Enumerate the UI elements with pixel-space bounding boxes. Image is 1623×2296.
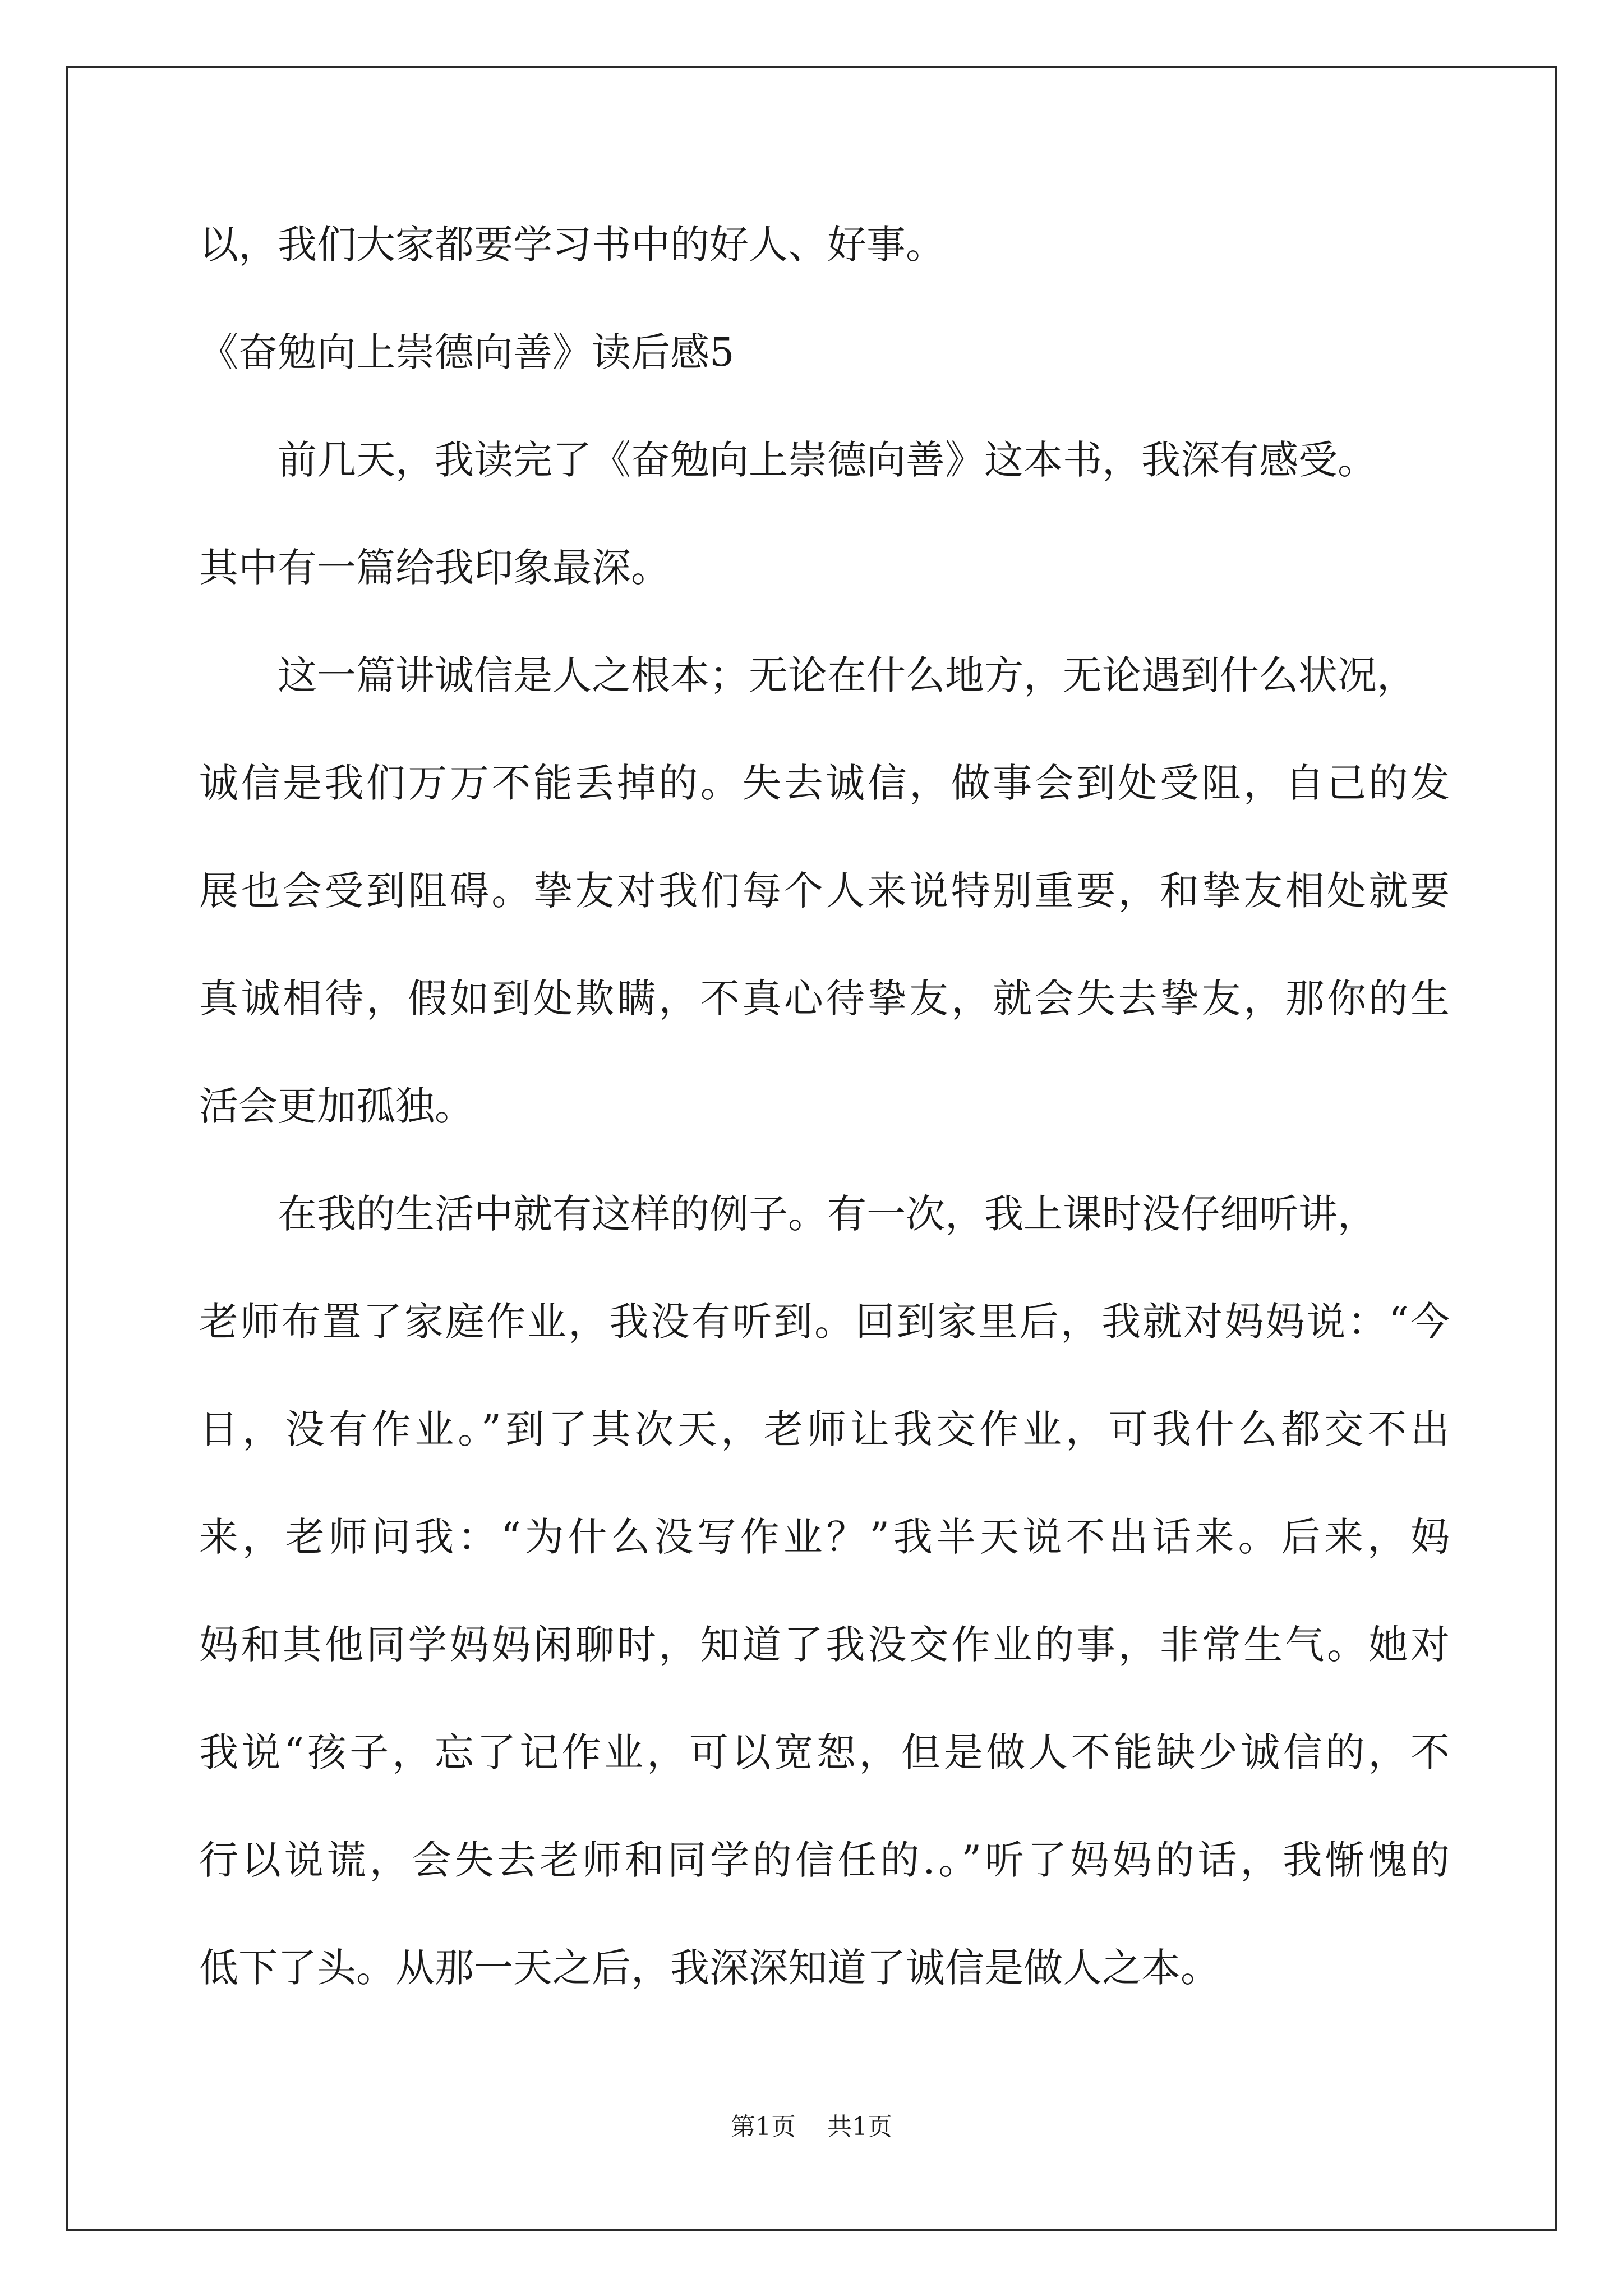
text-line: 其中有一篇给我印象最深。 — [199, 545, 670, 591]
essay-title: 《奋勉向上崇德向善》读后感5 — [199, 329, 735, 375]
text-line: 我说“孩子，忘了记作业，可以宽恕，但是做人不能缺少诚信的，不 — [199, 1729, 1450, 1775]
document-body — [199, 191, 1450, 2022]
text-line: 来，老师问我：“为什么没写作业？”我半天说不出话来。后来，妈 — [199, 1514, 1450, 1560]
text-line: 这一篇讲诚信是人之根本；无论在什么地方，无论遇到什么状况， — [278, 652, 1416, 698]
text-line: 行以说谎，会失去老师和同学的信任的.。”听了妈妈的话，我惭愧的 — [199, 1837, 1450, 1883]
text-line: 诚信是我们万万不能丢掉的。失去诚信，做事会到处受阻，自己的发 — [199, 760, 1450, 806]
page-total: 共1页 — [827, 2113, 892, 2141]
text-line: 低下了头。从那一天之后，我深深知道了诚信是做人之本。 — [199, 1945, 1220, 1991]
text-line: 真诚相待，假如到处欺瞒，不真心待挚友，就会失去挚友，那你的生 — [199, 976, 1450, 1022]
text-line: 以，我们大家都要学习书中的好人、好事。 — [199, 222, 945, 268]
text-line: 展也会受到阻碍。挚友对我们每个人来说特别重要，和挚友相处就要 — [199, 868, 1450, 914]
text-line: 日，没有作业。”到了其次天，老师让我交作业，可我什么都交不出 — [199, 1406, 1450, 1452]
text-line: 活会更加孤独。 — [199, 1083, 474, 1129]
text-line: 妈和其他同学妈妈闲聊时，知道了我没交作业的事，非常生气。她对 — [199, 1622, 1450, 1668]
text-line: 老师布置了家庭作业，我没有听到。回到家里后，我就对妈妈说：“今 — [199, 1299, 1450, 1345]
text-line: 前几天，我读完了《奋勉向上崇德向善》这本书，我深有感受。 — [278, 437, 1377, 483]
text-line: 在我的生活中就有这样的例子。有一次，我上课时没仔细听讲， — [278, 1191, 1377, 1237]
page-number: 第1页 — [731, 2113, 796, 2141]
page-footer — [0, 2106, 1623, 2142]
